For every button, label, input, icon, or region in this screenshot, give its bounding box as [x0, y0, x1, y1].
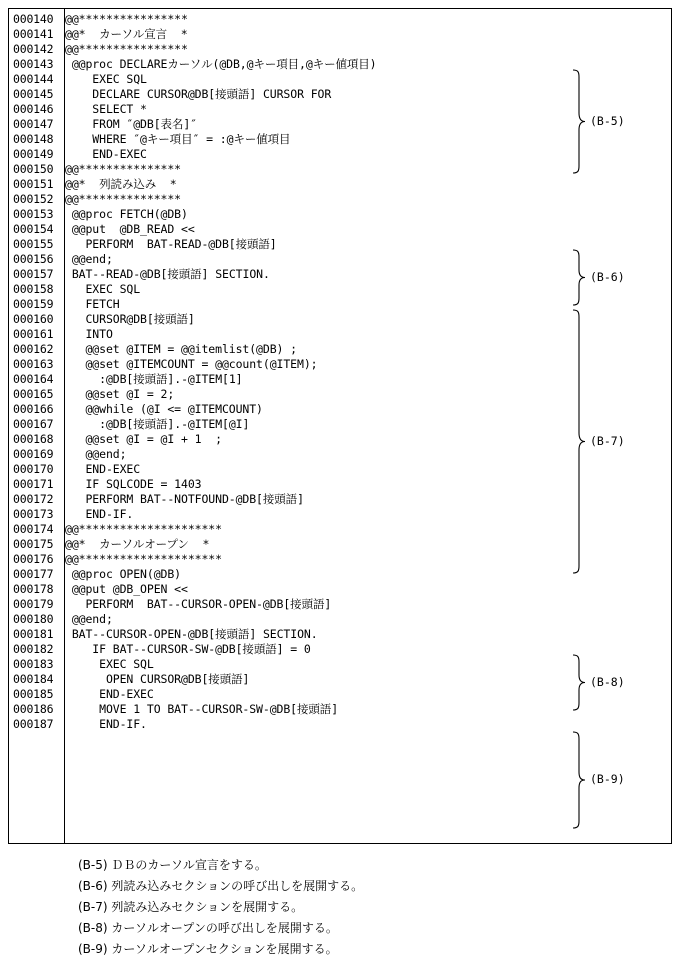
line-text: END-EXEC — [65, 462, 141, 476]
line-text: @@********************* — [65, 522, 222, 536]
line-number: 000176 — [13, 552, 54, 566]
line-number: 000180 — [13, 612, 54, 626]
legend-list — [78, 855, 658, 960]
line-text: BAT--READ-@DB[接頭語] SECTION. — [65, 267, 270, 281]
line-number: 000156 — [13, 252, 54, 266]
line-number: 000161 — [13, 327, 54, 341]
line-number: 000184 — [13, 672, 54, 686]
line-number: 000158 — [13, 282, 54, 296]
line-text: @@set @ITEMCOUNT = @@count(@ITEM); — [65, 357, 318, 371]
code-row — [9, 192, 671, 207]
line-text: OPEN CURSOR@DB[接頭語] — [65, 672, 250, 686]
line-text: END-EXEC — [65, 687, 154, 701]
legend-item: (B-6) 列読み込みセクションの呼び出しを展開する。 — [78, 879, 364, 893]
code-row — [9, 627, 671, 642]
line-number: 000153 — [13, 207, 54, 221]
line-text: CURSOR@DB[接頭語] — [65, 312, 195, 326]
line-text: @@end; — [65, 252, 113, 266]
curly-brace-icon — [572, 309, 586, 574]
code-row — [9, 42, 671, 57]
line-text: IF SQLCODE = 1403 — [65, 477, 202, 491]
code-listing-inner — [9, 9, 671, 843]
line-number: 000163 — [13, 357, 54, 371]
line-text: :@DB[接頭語].-@ITEM[1] — [65, 372, 243, 386]
line-text: @@end; — [65, 447, 127, 461]
line-number: 000154 — [13, 222, 54, 236]
line-number: 000177 — [13, 567, 54, 581]
line-number: 000170 — [13, 462, 54, 476]
line-text: @@* カーソル宣言 * — [65, 27, 188, 41]
line-number: 000171 — [13, 477, 54, 491]
line-text: @@set @ITEM = @@itemlist(@DB) ; — [65, 342, 298, 356]
line-number: 000151 — [13, 177, 54, 191]
line-text: MOVE 1 TO BAT--CURSOR-SW-@DB[接頭語] — [65, 702, 339, 716]
line-number: 000166 — [13, 402, 54, 416]
line-text: @@*************** — [65, 162, 182, 176]
code-listing-box — [8, 8, 672, 844]
line-number: 000152 — [13, 192, 54, 206]
line-text: :@DB[接頭語].-@ITEM[@I] — [65, 417, 250, 431]
line-text: FETCH — [65, 297, 120, 311]
line-text: END-IF. — [65, 717, 147, 731]
line-number: 000165 — [13, 387, 54, 401]
line-text: @@**************** — [65, 12, 188, 26]
legend-item: (B-5) ＤＢのカーソル宣言をする。 — [78, 858, 267, 872]
line-number: 000159 — [13, 297, 54, 311]
line-number: 000150 — [13, 162, 54, 176]
line-number: 000172 — [13, 492, 54, 506]
code-row — [9, 597, 671, 612]
line-text: END-IF. — [65, 507, 134, 521]
line-number: 000174 — [13, 522, 54, 536]
line-number: 000179 — [13, 597, 54, 611]
line-text: EXEC SQL — [65, 72, 147, 86]
line-text: PERFORM BAT-READ-@DB[接頭語] — [65, 237, 277, 251]
line-number: 000182 — [13, 642, 54, 656]
line-number: 000155 — [13, 237, 54, 251]
line-text: END-EXEC — [65, 147, 147, 161]
code-row — [9, 27, 671, 42]
line-number: 000160 — [13, 312, 54, 326]
curly-brace-icon — [572, 249, 586, 306]
code-row — [9, 207, 671, 222]
legend-item: (B-8) カーソルオープンの呼び出しを展開する。 — [78, 921, 338, 935]
brace-label: (B-5) — [590, 114, 625, 128]
line-number: 000149 — [13, 147, 54, 161]
line-number: 000146 — [13, 102, 54, 116]
line-number: 000164 — [13, 372, 54, 386]
line-text: SELECT * — [65, 102, 147, 116]
line-text: @@*************** — [65, 192, 182, 206]
line-text: INTO — [65, 327, 113, 341]
line-number: 000181 — [13, 627, 54, 641]
line-text: PERFORM BAT--CURSOR-OPEN-@DB[接頭語] — [65, 597, 332, 611]
line-number: 000140 — [13, 12, 54, 26]
curly-brace-icon — [572, 69, 586, 174]
line-number: 000173 — [13, 507, 54, 521]
line-text: @@********************* — [65, 552, 222, 566]
line-text: @@proc OPEN(@DB) — [65, 567, 182, 581]
line-number: 000168 — [13, 432, 54, 446]
line-text: IF BAT--CURSOR-SW-@DB[接頭語] = 0 — [65, 642, 311, 656]
line-text: EXEC SQL — [65, 282, 141, 296]
line-number: 000183 — [13, 657, 54, 671]
curly-brace-icon — [572, 654, 586, 711]
line-number: 000162 — [13, 342, 54, 356]
line-number: 000187 — [13, 717, 54, 731]
code-row — [9, 12, 671, 27]
line-text: FROM ″@DB[表名]″ — [65, 117, 197, 131]
line-text: @@proc FETCH(@DB) — [65, 207, 188, 221]
code-row — [9, 582, 671, 597]
line-text: @@set @I = 2; — [65, 387, 175, 401]
line-number: 000167 — [13, 417, 54, 431]
brace-label: (B-6) — [590, 270, 625, 284]
code-row — [9, 222, 671, 237]
curly-brace-icon — [572, 731, 586, 829]
line-number: 000145 — [13, 87, 54, 101]
line-number: 000148 — [13, 132, 54, 146]
legend-item: (B-7) 列読み込みセクションを展開する。 — [78, 900, 304, 914]
line-number: 000175 — [13, 537, 54, 551]
line-number: 000143 — [13, 57, 54, 71]
brace-label: (B-7) — [590, 434, 625, 448]
line-number: 000178 — [13, 582, 54, 596]
line-text: @@set @I = @I + 1 ; — [65, 432, 222, 446]
code-row — [9, 612, 671, 627]
line-text: @@**************** — [65, 42, 188, 56]
line-number: 000147 — [13, 117, 54, 131]
line-text: @@proc DECLAREカーソル(@DB,@キー項目,@キー値項目) — [65, 57, 377, 71]
line-number: 000144 — [13, 72, 54, 86]
line-text: BAT--CURSOR-OPEN-@DB[接頭語] SECTION. — [65, 627, 318, 641]
line-text: @@put @DB_OPEN << — [65, 582, 188, 596]
line-text: @@* カーソルオープン * — [65, 537, 210, 551]
code-row — [9, 717, 671, 732]
line-text: WHERE ″@キー項目″ = :@キー値項目 — [65, 132, 291, 146]
line-number: 000141 — [13, 27, 54, 41]
brace-label: (B-9) — [590, 772, 625, 786]
line-number: 000157 — [13, 267, 54, 281]
line-text: @@put @DB_READ << — [65, 222, 195, 236]
line-text: DECLARE CURSOR@DB[接頭語] CURSOR FOR — [65, 87, 332, 101]
line-number: 000185 — [13, 687, 54, 701]
line-text: PERFORM BAT--NOTFOUND-@DB[接頭語] — [65, 492, 304, 506]
line-text: @@while (@I <= @ITEMCOUNT) — [65, 402, 263, 416]
brace-label: (B-8) — [590, 675, 625, 689]
line-number: 000186 — [13, 702, 54, 716]
line-number: 000169 — [13, 447, 54, 461]
line-text: @@end; — [65, 612, 113, 626]
legend-item: (B-9) カーソルオープンセクションを展開する。 — [78, 942, 338, 956]
line-text: @@* 列読み込み * — [65, 177, 177, 191]
line-text: EXEC SQL — [65, 657, 154, 671]
line-number: 000142 — [13, 42, 54, 56]
code-row — [9, 177, 671, 192]
